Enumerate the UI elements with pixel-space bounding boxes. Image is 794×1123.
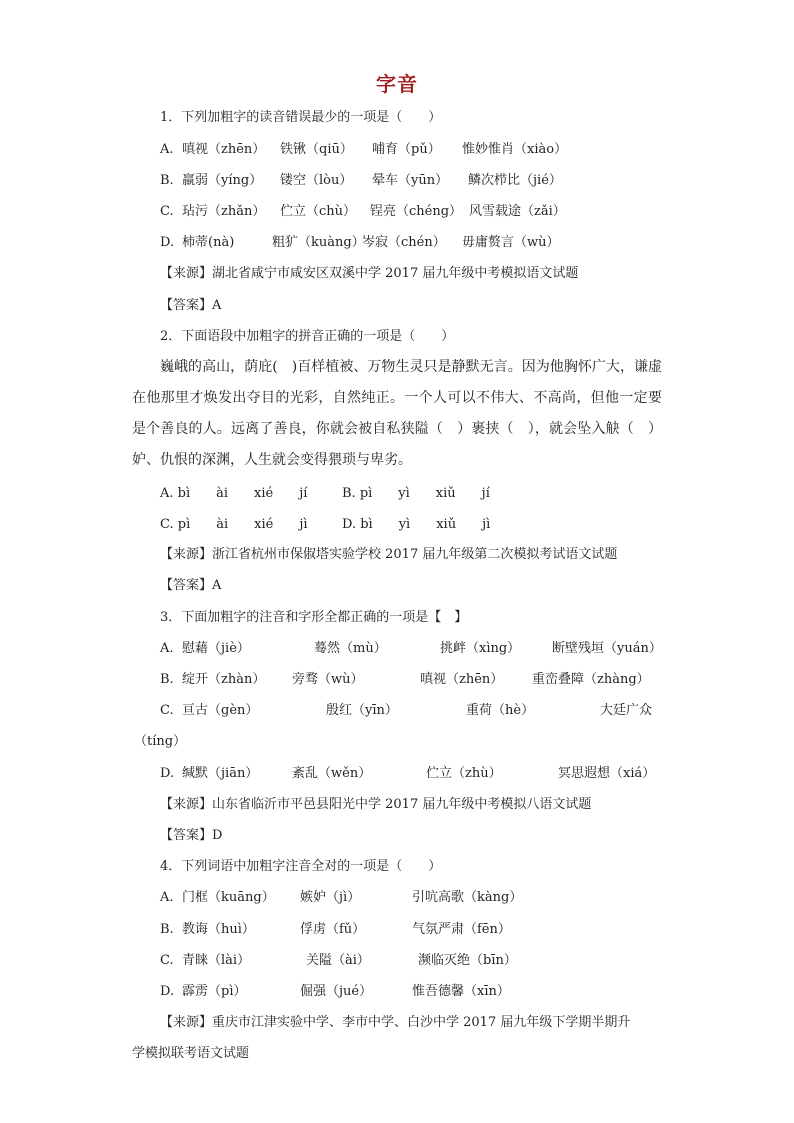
q3-answer: 【答案】D	[160, 828, 223, 843]
q4-row-d-item-1: 霹雳（pì）	[182, 984, 247, 999]
q1-row-d-label: D.	[160, 235, 175, 250]
q3-row-c-wrap: （tíng）	[134, 734, 187, 749]
q1-answer: 【答案】A	[160, 298, 222, 313]
q3-row-c-item-4: 大廷广众	[600, 703, 653, 718]
q4-row-c-label: C.	[160, 953, 174, 968]
q4-row-d-item-3: 惟吾德馨（xīn）	[412, 984, 510, 999]
q1-row-c-item-2: 伫立（chù）	[280, 204, 357, 219]
q1-row-b-item-4: 鳞次栉比（jié）	[468, 173, 562, 188]
q1-source: 【来源】湖北省咸宁市咸安区双溪中学 2017 届九年级中考模拟语文试题	[160, 266, 579, 281]
q4-source-line-1: 【来源】重庆市江津实验中学、李市中学、白沙中学 2017 届九年级下学期半期升	[160, 1015, 631, 1030]
q3-row-c-item-2: 殷红（yīn）	[326, 703, 398, 718]
q1-row-b-label: B.	[160, 173, 174, 188]
q3-row-b-item-4: 重峦叠障（zhàng）	[532, 672, 650, 687]
q2-passage: 巍峨的高山，荫庇( )百样植被、万物生灵只是静默无言。因为他胸怀广大，谦虚在他那里才焕发出夺目的光彩，自然纯正。一个人可以不伟大、不高尚，但他一定要是个善良的人。远离了善良，你就会被自私狭隘（ ）裹挟（ ），就会坠入觖（ ）妒、仇恨的深渊，人生就会变得猥琐与卑劣。	[132, 359, 662, 468]
q3-row-a-item-1: 慰藉（jiè）	[182, 641, 250, 656]
q1-row-c-item-3: 锃亮（chéng）	[370, 204, 463, 219]
q3-stem: 3．下面加粗字的注音和字形全都正确的一项是【 】	[160, 610, 468, 625]
q1-row-d-item-3: 岑寂（chén）	[362, 235, 446, 250]
q3-row-a-item-4: 断壁残垣（yuán）	[552, 641, 662, 656]
q3-row-d-item-4: 冥思遐想（xiá）	[558, 766, 656, 781]
q3-row-c-label: C.	[160, 703, 174, 718]
q4-row-c-item-3: 濒临灭绝（bīn）	[418, 953, 517, 968]
q3-source: 【来源】山东省临沂市平邑县阳光中学 2017 届九年级中考模拟八语文试题	[160, 797, 592, 812]
q3-row-d-item-2: 紊乱（wěn）	[292, 766, 372, 781]
q3-row-d-item-1: 缄默（jiān）	[182, 766, 259, 781]
q4-row-c-item-2: 关隘（ài）	[306, 953, 370, 968]
q2-stem: 2．下面语段中加粗字的拼音正确的一项是（ ）	[160, 329, 455, 344]
q3-row-d-label: D.	[160, 766, 175, 781]
q3-row-a-item-3: 挑衅（xìng）	[440, 641, 521, 656]
q2-source: 【来源】浙江省杭州市保俶塔实验学校 2017 届九年级第二次模拟考试语文试题	[160, 547, 618, 562]
q1-row-a-item-4: 惟妙惟肖（xiào）	[462, 142, 568, 157]
q4-row-b-item-1: 教诲（huì）	[182, 922, 255, 937]
q1-row-a-item-1: 嗔视（zhēn）	[182, 142, 266, 157]
q1-row-d-item-1: 柿蒂(nà)	[182, 235, 235, 250]
q1-row-a-label: A.	[160, 142, 174, 157]
q1-row-c-item-4: 风雪载途（zǎi）	[469, 204, 566, 219]
q2-option-a: A. bì ài xié jí	[160, 486, 308, 501]
q3-row-b-item-2: 旁骛（wù）	[292, 672, 364, 687]
q3-row-b-item-3: 嗔视（zhēn）	[420, 672, 504, 687]
q1-row-c-item-1: 玷污（zhǎn）	[182, 204, 266, 219]
q4-row-a-label: A.	[160, 890, 174, 905]
q2-option-b: B. pì yì xiǔ jí	[342, 486, 490, 501]
q3-row-b-label: B.	[160, 672, 174, 687]
q3-row-d-item-3: 伫立（zhù）	[426, 766, 502, 781]
q3-row-c-item-1: 亘古（gèn）	[182, 703, 259, 718]
q1-row-b-item-3: 晕车（yūn）	[372, 173, 449, 188]
q4-row-c-item-1: 青睐（lài）	[182, 953, 251, 968]
q4-row-a-item-3: 引吭高歌（kàng）	[412, 890, 523, 905]
q1-row-a-item-3: 哺育（pǔ）	[372, 142, 441, 157]
q4-row-b-item-3: 气氛严肃（fēn）	[412, 922, 511, 937]
q4-row-d-label: D.	[160, 984, 175, 999]
q3-row-c-item-3: 重荷（hè）	[466, 703, 535, 718]
q1-row-b-item-1: 羸弱（yíng）	[182, 173, 263, 188]
q1-row-b-item-2: 镂空（lòu）	[280, 173, 353, 188]
q3-row-a-item-2: 蓦然（mù）	[314, 641, 387, 656]
q4-row-b-item-2: 俘虏（fǔ）	[300, 922, 366, 937]
q1-row-a-item-2: 铁锹（qiū）	[280, 142, 353, 157]
q1-stem: 1．下列加粗字的读音错误最少的一项是（ ）	[160, 110, 442, 125]
q4-source-line-2: 学模拟联考语文试题	[132, 1046, 250, 1061]
q1-row-c-label: C.	[160, 204, 174, 219]
q4-row-d-item-2: 倔强（jué）	[300, 984, 373, 999]
q3-row-b-item-1: 绽开（zhàn）	[182, 672, 266, 687]
q1-row-d-item-2: 粗犷（kuàng）	[272, 235, 365, 250]
q2-option-c: C. pì ài xié jì	[160, 517, 308, 532]
q3-row-a-label: A.	[160, 641, 174, 656]
q2-option-d: D. bì yì xiǔ jì	[342, 517, 491, 532]
page-title: 字音	[376, 72, 418, 96]
q4-row-a-item-2: 嫉妒（jì）	[300, 890, 361, 905]
q1-row-d-item-4: 毋庸赘言（wù）	[462, 235, 560, 250]
q4-stem: 4．下列词语中加粗字注音全对的一项是（ ）	[160, 859, 442, 874]
q4-row-b-label: B.	[160, 922, 174, 937]
q4-row-a-item-1: 门框（kuāng）	[182, 890, 275, 905]
q2-answer: 【答案】A	[160, 578, 222, 593]
